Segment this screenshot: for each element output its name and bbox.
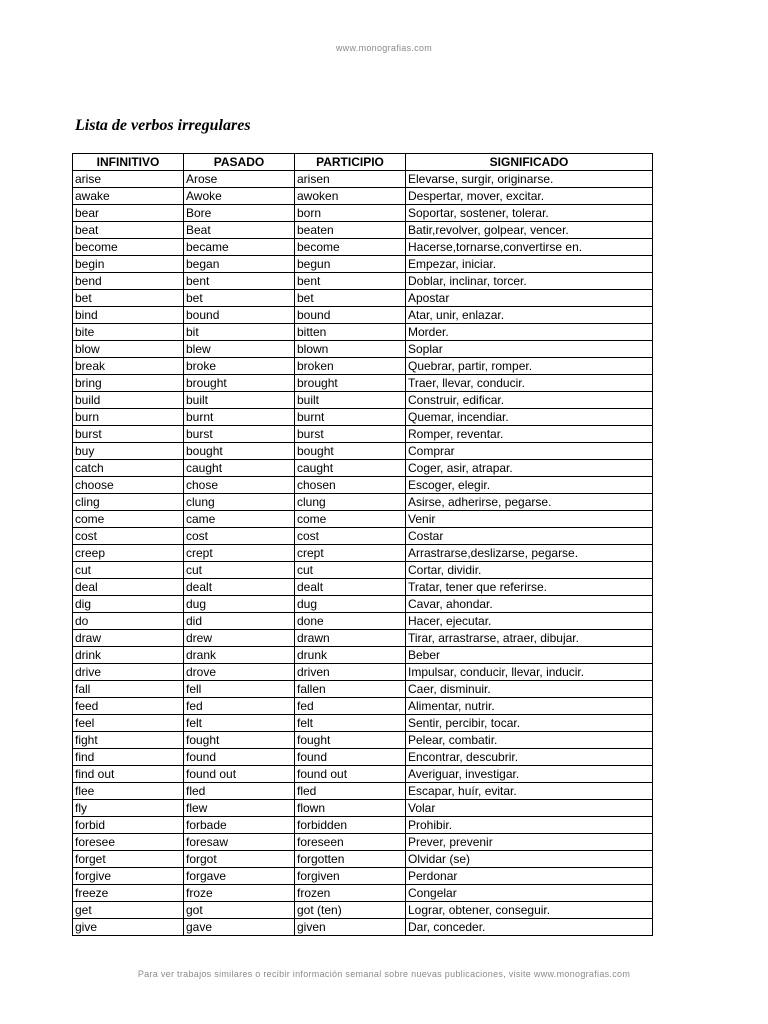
- cell-significado: Encontrar, descubrir.: [406, 749, 653, 766]
- cell-participio: fought: [295, 732, 406, 749]
- cell-significado: Pelear, combatir.: [406, 732, 653, 749]
- table-row: [73, 562, 653, 579]
- table-row: [73, 290, 653, 307]
- cell-pasado: found out: [184, 766, 295, 783]
- cell-pasado: cost: [184, 528, 295, 545]
- table-row: [73, 698, 653, 715]
- cell-participio: foreseen: [295, 834, 406, 851]
- table-row: [73, 443, 653, 460]
- cell-participio: broken: [295, 358, 406, 375]
- cell-significado: Alimentar, nutrir.: [406, 698, 653, 715]
- cell-participio: forgiven: [295, 868, 406, 885]
- cell-infinitivo: build: [73, 392, 184, 409]
- cell-infinitivo: bear: [73, 205, 184, 222]
- cell-participio: bound: [295, 307, 406, 324]
- cell-pasado: burst: [184, 426, 295, 443]
- cell-pasado: fell: [184, 681, 295, 698]
- cell-infinitivo: come: [73, 511, 184, 528]
- cell-infinitivo: deal: [73, 579, 184, 596]
- cell-infinitivo: draw: [73, 630, 184, 647]
- cell-participio: done: [295, 613, 406, 630]
- cell-significado: Impulsar, conducir, llevar, inducir.: [406, 664, 653, 681]
- cell-pasado: came: [184, 511, 295, 528]
- table-body: [73, 171, 653, 936]
- cell-pasado: Arose: [184, 171, 295, 188]
- cell-significado: Congelar: [406, 885, 653, 902]
- table-row: [73, 341, 653, 358]
- cell-significado: Tratar, tener que referirse.: [406, 579, 653, 596]
- cell-infinitivo: bind: [73, 307, 184, 324]
- cell-participio: beaten: [295, 222, 406, 239]
- cell-pasado: fought: [184, 732, 295, 749]
- table-row: [73, 766, 653, 783]
- table-row: [73, 307, 653, 324]
- cell-significado: Caer, disminuir.: [406, 681, 653, 698]
- table-row: [73, 664, 653, 681]
- cell-significado: Doblar, inclinar, torcer.: [406, 273, 653, 290]
- cell-pasado: forgave: [184, 868, 295, 885]
- cell-significado: Costar: [406, 528, 653, 545]
- cell-participio: found: [295, 749, 406, 766]
- table-row: [73, 409, 653, 426]
- cell-participio: come: [295, 511, 406, 528]
- table-row: [73, 749, 653, 766]
- cell-participio: dug: [295, 596, 406, 613]
- cell-infinitivo: find: [73, 749, 184, 766]
- cell-infinitivo: become: [73, 239, 184, 256]
- cell-pasado: bet: [184, 290, 295, 307]
- cell-participio: fed: [295, 698, 406, 715]
- table-row: [73, 239, 653, 256]
- header-infinitivo: INFINITIVO: [73, 154, 184, 171]
- cell-pasado: fled: [184, 783, 295, 800]
- cell-participio: clung: [295, 494, 406, 511]
- cell-significado: Morder.: [406, 324, 653, 341]
- cell-infinitivo: flee: [73, 783, 184, 800]
- cell-infinitivo: cut: [73, 562, 184, 579]
- table-row: [73, 426, 653, 443]
- cell-pasado: built: [184, 392, 295, 409]
- cell-participio: drunk: [295, 647, 406, 664]
- table-row: [73, 188, 653, 205]
- header-participio: PARTICIPIO: [295, 154, 406, 171]
- cell-infinitivo: creep: [73, 545, 184, 562]
- header-significado: SIGNIFICADO: [406, 154, 653, 171]
- cell-participio: fallen: [295, 681, 406, 698]
- table-row: [73, 477, 653, 494]
- cell-pasado: forgot: [184, 851, 295, 868]
- cell-infinitivo: burst: [73, 426, 184, 443]
- cell-infinitivo: beat: [73, 222, 184, 239]
- cell-significado: Cortar, dividir.: [406, 562, 653, 579]
- cell-pasado: dealt: [184, 579, 295, 596]
- footer-text: Para ver trabajos similares o recibir información semanal sobre nuevas publicaciones, visite www.monografias.com: [137, 969, 631, 979]
- cell-pasado: bent: [184, 273, 295, 290]
- cell-significado: Soportar, sostener, tolerar.: [406, 205, 653, 222]
- cell-infinitivo: begin: [73, 256, 184, 273]
- table-row: [73, 851, 653, 868]
- table-row: [73, 715, 653, 732]
- cell-pasado: bound: [184, 307, 295, 324]
- cell-significado: Atar, unir, enlazar.: [406, 307, 653, 324]
- cell-significado: Coger, asir, atrapar.: [406, 460, 653, 477]
- cell-participio: cut: [295, 562, 406, 579]
- cell-infinitivo: feel: [73, 715, 184, 732]
- table-row: [73, 630, 653, 647]
- cell-infinitivo: buy: [73, 443, 184, 460]
- cell-pasado: cut: [184, 562, 295, 579]
- cell-significado: Hacerse,tornarse,convertirse en.: [406, 239, 653, 256]
- table-row: [73, 460, 653, 477]
- cell-infinitivo: forbid: [73, 817, 184, 834]
- cell-significado: Apostar: [406, 290, 653, 307]
- table-row: [73, 834, 653, 851]
- cell-participio: frozen: [295, 885, 406, 902]
- cell-significado: Traer, llevar, conducir.: [406, 375, 653, 392]
- table-row: [73, 579, 653, 596]
- cell-pasado: blew: [184, 341, 295, 358]
- table-row: [73, 273, 653, 290]
- cell-pasado: drove: [184, 664, 295, 681]
- cell-infinitivo: find out: [73, 766, 184, 783]
- cell-infinitivo: forget: [73, 851, 184, 868]
- table-row: [73, 919, 653, 936]
- cell-significado: Elevarse, surgir, originarse.: [406, 171, 653, 188]
- cell-participio: awoken: [295, 188, 406, 205]
- cell-participio: bet: [295, 290, 406, 307]
- cell-pasado: burnt: [184, 409, 295, 426]
- cell-participio: fled: [295, 783, 406, 800]
- header-url: www.monografias.com: [335, 43, 433, 53]
- cell-significado: Lograr, obtener, conseguir.: [406, 902, 653, 919]
- cell-infinitivo: fight: [73, 732, 184, 749]
- cell-participio: dealt: [295, 579, 406, 596]
- table-row: [73, 171, 653, 188]
- cell-significado: Hacer, ejecutar.: [406, 613, 653, 630]
- cell-significado: Empezar, iniciar.: [406, 256, 653, 273]
- cell-pasado: Bore: [184, 205, 295, 222]
- cell-infinitivo: burn: [73, 409, 184, 426]
- table-row: [73, 681, 653, 698]
- cell-participio: forgotten: [295, 851, 406, 868]
- cell-pasado: fed: [184, 698, 295, 715]
- table-row: [73, 511, 653, 528]
- cell-participio: built: [295, 392, 406, 409]
- cell-pasado: forbade: [184, 817, 295, 834]
- cell-significado: Romper, reventar.: [406, 426, 653, 443]
- cell-participio: driven: [295, 664, 406, 681]
- cell-significado: Volar: [406, 800, 653, 817]
- cell-pasado: bit: [184, 324, 295, 341]
- cell-participio: begun: [295, 256, 406, 273]
- cell-pasado: felt: [184, 715, 295, 732]
- header-pasado: PASADO: [184, 154, 295, 171]
- table-row: [73, 256, 653, 273]
- table-row: [73, 783, 653, 800]
- cell-significado: Batir,revolver, golpear, vencer.: [406, 222, 653, 239]
- cell-infinitivo: cost: [73, 528, 184, 545]
- cell-significado: Despertar, mover, excitar.: [406, 188, 653, 205]
- cell-pasado: gave: [184, 919, 295, 936]
- cell-pasado: became: [184, 239, 295, 256]
- cell-infinitivo: blow: [73, 341, 184, 358]
- cell-infinitivo: get: [73, 902, 184, 919]
- cell-pasado: bought: [184, 443, 295, 460]
- cell-infinitivo: fly: [73, 800, 184, 817]
- cell-participio: chosen: [295, 477, 406, 494]
- cell-infinitivo: cling: [73, 494, 184, 511]
- cell-infinitivo: give: [73, 919, 184, 936]
- cell-participio: become: [295, 239, 406, 256]
- cell-infinitivo: foresee: [73, 834, 184, 851]
- cell-participio: arisen: [295, 171, 406, 188]
- cell-significado: Beber: [406, 647, 653, 664]
- cell-infinitivo: arise: [73, 171, 184, 188]
- cell-significado: Prever, prevenir: [406, 834, 653, 851]
- cell-participio: bought: [295, 443, 406, 460]
- cell-infinitivo: bet: [73, 290, 184, 307]
- cell-participio: flown: [295, 800, 406, 817]
- cell-infinitivo: drink: [73, 647, 184, 664]
- cell-infinitivo: awake: [73, 188, 184, 205]
- cell-pasado: did: [184, 613, 295, 630]
- table-header-row: [73, 154, 653, 171]
- cell-participio: given: [295, 919, 406, 936]
- cell-pasado: dug: [184, 596, 295, 613]
- cell-significado: Comprar: [406, 443, 653, 460]
- cell-significado: Prohibir.: [406, 817, 653, 834]
- cell-pasado: Awoke: [184, 188, 295, 205]
- table-row: [73, 647, 653, 664]
- cell-participio: cost: [295, 528, 406, 545]
- cell-pasado: brought: [184, 375, 295, 392]
- cell-pasado: began: [184, 256, 295, 273]
- cell-significado: Construir, edificar.: [406, 392, 653, 409]
- cell-significado: Quemar, incendiar.: [406, 409, 653, 426]
- table-row: [73, 868, 653, 885]
- cell-participio: felt: [295, 715, 406, 732]
- table-row: [73, 528, 653, 545]
- cell-pasado: flew: [184, 800, 295, 817]
- cell-pasado: got: [184, 902, 295, 919]
- verbs-table: [72, 153, 653, 936]
- cell-significado: Olvidar (se): [406, 851, 653, 868]
- table-row: [73, 885, 653, 902]
- cell-pasado: drank: [184, 647, 295, 664]
- cell-infinitivo: catch: [73, 460, 184, 477]
- table-row: [73, 375, 653, 392]
- cell-participio: got (ten): [295, 902, 406, 919]
- cell-participio: bitten: [295, 324, 406, 341]
- cell-pasado: drew: [184, 630, 295, 647]
- cell-significado: Venir: [406, 511, 653, 528]
- table-row: [73, 902, 653, 919]
- table-row: [73, 205, 653, 222]
- cell-infinitivo: do: [73, 613, 184, 630]
- cell-infinitivo: dig: [73, 596, 184, 613]
- cell-participio: forbidden: [295, 817, 406, 834]
- table-row: [73, 732, 653, 749]
- cell-participio: found out: [295, 766, 406, 783]
- cell-significado: Cavar, ahondar.: [406, 596, 653, 613]
- cell-infinitivo: feed: [73, 698, 184, 715]
- table-row: [73, 392, 653, 409]
- cell-infinitivo: drive: [73, 664, 184, 681]
- cell-infinitivo: bite: [73, 324, 184, 341]
- cell-participio: drawn: [295, 630, 406, 647]
- cell-significado: Escapar, huír, evitar.: [406, 783, 653, 800]
- document-title: Lista de verbos irregulares: [75, 117, 251, 134]
- table-row: [73, 817, 653, 834]
- cell-participio: caught: [295, 460, 406, 477]
- cell-infinitivo: bring: [73, 375, 184, 392]
- cell-pasado: foresaw: [184, 834, 295, 851]
- cell-participio: bent: [295, 273, 406, 290]
- cell-significado: Dar, conceder.: [406, 919, 653, 936]
- table-row: [73, 613, 653, 630]
- cell-participio: burnt: [295, 409, 406, 426]
- cell-pasado: broke: [184, 358, 295, 375]
- cell-infinitivo: fall: [73, 681, 184, 698]
- table-row: [73, 545, 653, 562]
- cell-significado: Sentir, percibir, tocar.: [406, 715, 653, 732]
- cell-participio: burst: [295, 426, 406, 443]
- cell-significado: Asirse, adherirse, pegarse.: [406, 494, 653, 511]
- cell-pasado: froze: [184, 885, 295, 902]
- cell-pasado: crept: [184, 545, 295, 562]
- table-row: [73, 494, 653, 511]
- table-row: [73, 324, 653, 341]
- cell-significado: Quebrar, partir, romper.: [406, 358, 653, 375]
- cell-pasado: clung: [184, 494, 295, 511]
- cell-pasado: Beat: [184, 222, 295, 239]
- cell-infinitivo: forgive: [73, 868, 184, 885]
- cell-participio: brought: [295, 375, 406, 392]
- cell-significado: Escoger, elegir.: [406, 477, 653, 494]
- table-row: [73, 222, 653, 239]
- cell-infinitivo: break: [73, 358, 184, 375]
- table-row: [73, 358, 653, 375]
- cell-participio: born: [295, 205, 406, 222]
- cell-pasado: chose: [184, 477, 295, 494]
- cell-pasado: found: [184, 749, 295, 766]
- cell-pasado: caught: [184, 460, 295, 477]
- cell-participio: blown: [295, 341, 406, 358]
- table-row: [73, 596, 653, 613]
- cell-infinitivo: freeze: [73, 885, 184, 902]
- cell-infinitivo: bend: [73, 273, 184, 290]
- cell-significado: Perdonar: [406, 868, 653, 885]
- cell-infinitivo: choose: [73, 477, 184, 494]
- cell-significado: Soplar: [406, 341, 653, 358]
- cell-participio: crept: [295, 545, 406, 562]
- table-row: [73, 800, 653, 817]
- cell-significado: Averiguar, investigar.: [406, 766, 653, 783]
- cell-significado: Arrastrarse,deslizarse, pegarse.: [406, 545, 653, 562]
- cell-significado: Tirar, arrastrarse, atraer, dibujar.: [406, 630, 653, 647]
